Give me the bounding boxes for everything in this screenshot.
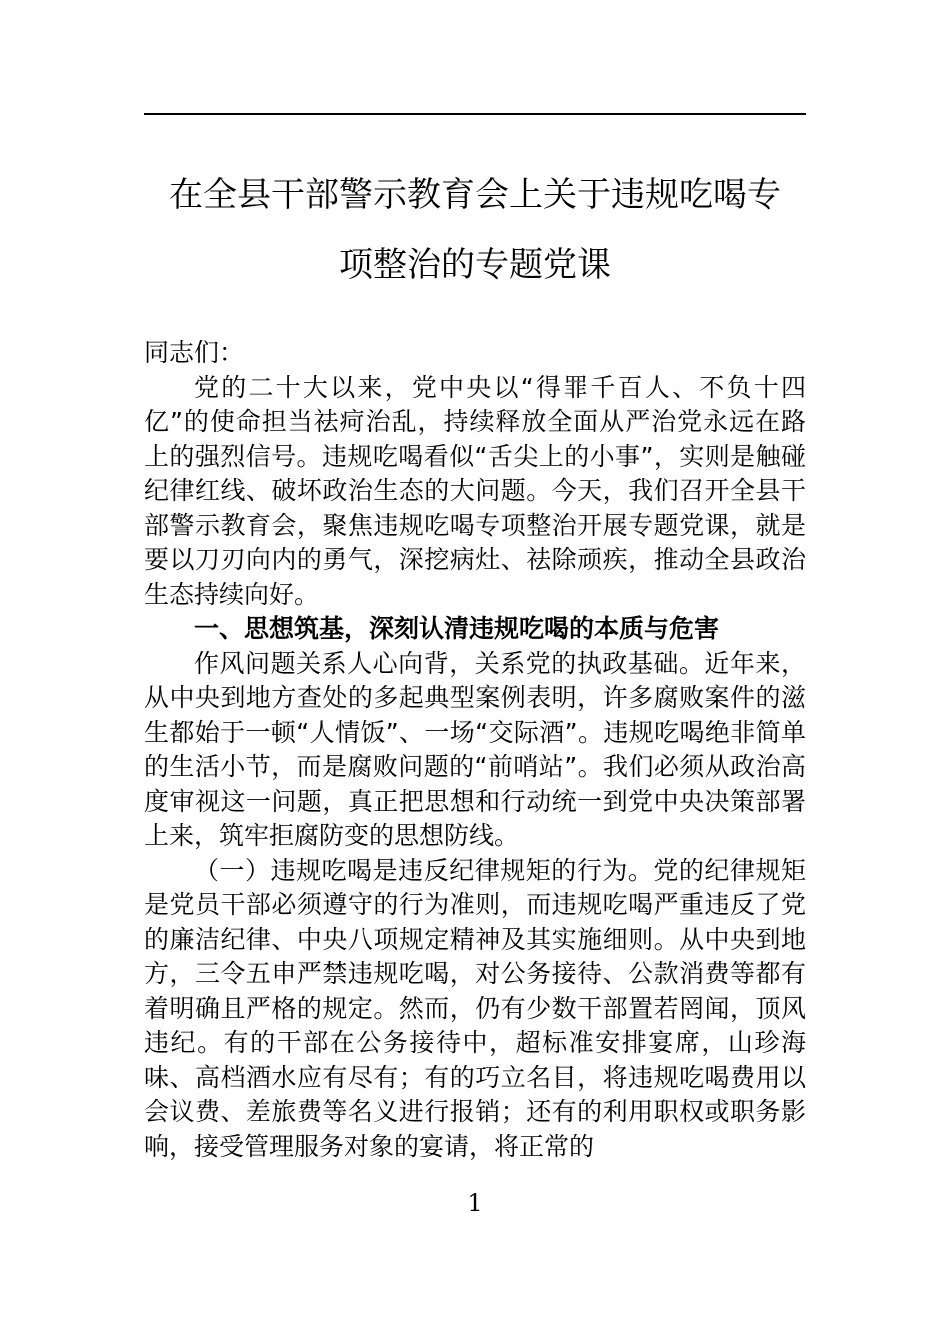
document-title-line-1: 在全县干部警示教育会上关于违规吃喝专 (169, 175, 781, 215)
page-number: 1 (467, 1189, 483, 1217)
salutation: 同志们： (144, 338, 245, 367)
paragraph-subsection-1: （一）违规吃喝是违反纪律规矩的行为。党的纪律规矩是党员干部必须遵守的行为准则，而违规吃喝严重违反了党的廉洁纪律、中央八项规定精神及其实施细则。从中央到地方，三令五申严禁违规吃喝，对公务接待、公款消费等都有着明确且严格的规定。然而，仍有少数干部置若罔闻，顶风违纪。有的干部在公务接待中，超标准安排宴席，山珍海味、高档酒水应有尽有；有的巧立名目，将违规吃喝费用以会议费、差旅费等名义进行报销；还有的利用职权或职务影响，接受管理服务对象的宴请，将正常的 (144, 855, 806, 1161)
section-heading-1: 一、思想筑基，深刻认清违规吃喝的本质与危害 (194, 614, 720, 643)
document-title-line-2: 项整治的专题党课 (339, 245, 611, 285)
paragraph-section-1: 作风问题关系人心向背，关系党的执政基础。近年来，从中央到地方查处的多起典型案例表明，许多腐败案件的滋生都始于一顿“人情饭”、一场“交际酒”。违规吃喝绝非简单的生活小节，而是腐败问题的“前哨站”。我们必须从政治高度审视这一问题，真正把思想和行动统一到党中央决策部署上来，筑牢拒腐防变的思想防线。 (144, 648, 806, 850)
header-rule (144, 113, 806, 115)
document-body (144, 336, 806, 1164)
paragraph-intro: 党的二十大以来，党中央以“得罪千百人、不负十四亿”的使命担当祛疴治乱，持续释放全面从严治党永远在路上的强烈信号。违规吃喝看似“舌尖上的小事”，实则是触碰纪律红线、破坏政治生态的大问题。今天，我们召开全县干部警示教育会，聚焦违规吃喝专项整治开展专题党课，就是要以刀刃向内的勇气，深挖病灶、祛除顽疾，推动全县政治生态持续向好。 (144, 372, 806, 609)
